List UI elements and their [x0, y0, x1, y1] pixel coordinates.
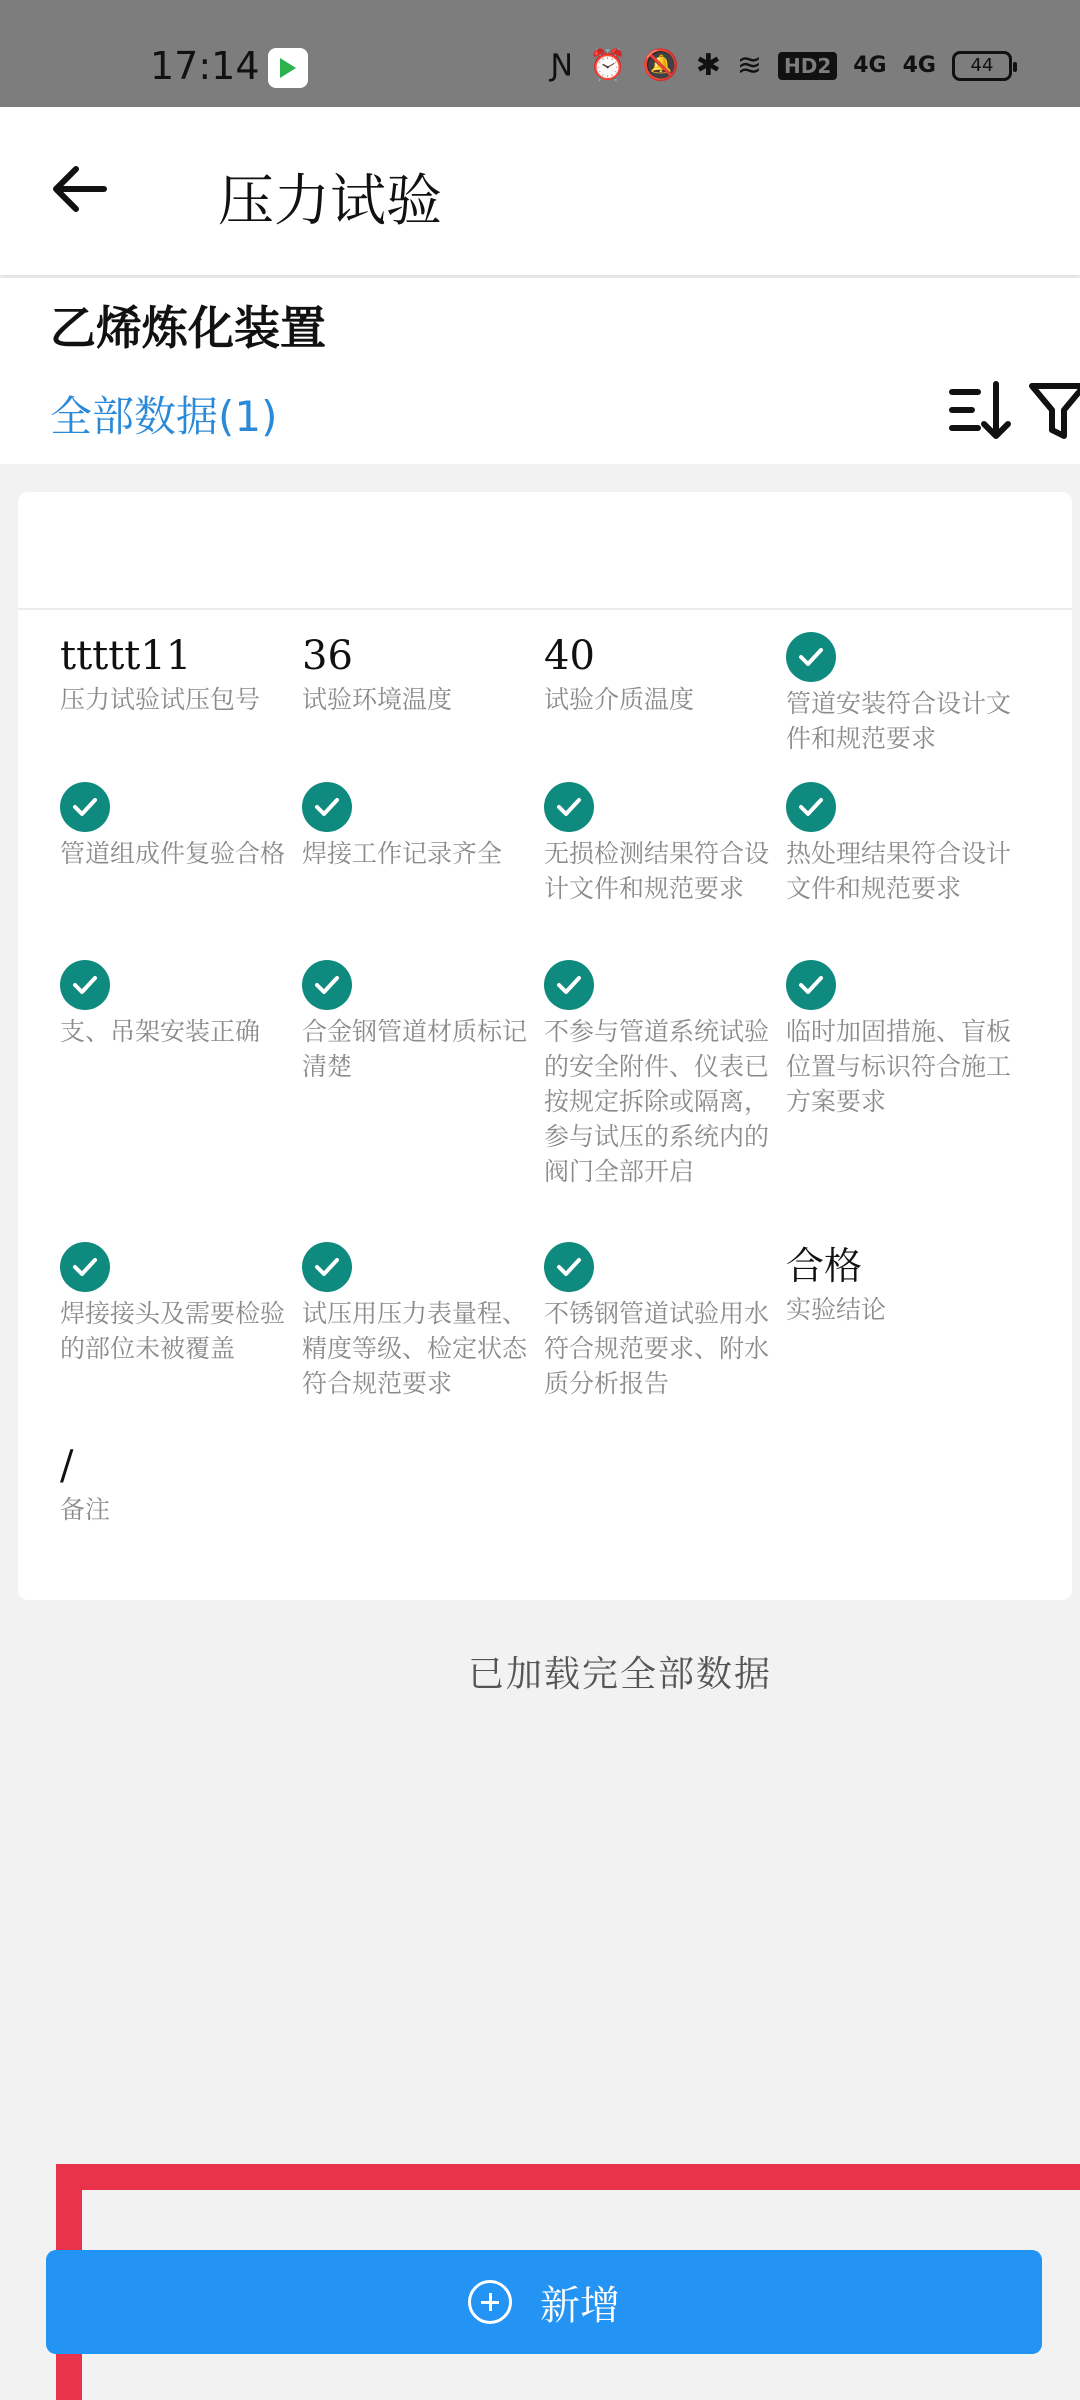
filter-button[interactable]	[1028, 378, 1080, 444]
field-label: 焊接接头及需要检验的部位未被覆盖	[60, 1299, 286, 1363]
record-field	[302, 782, 538, 871]
video-app-icon	[268, 48, 308, 88]
project-title: 乙烯炼化装置	[50, 301, 326, 355]
check-circle-icon	[302, 960, 352, 1010]
record-field	[786, 632, 1022, 756]
add-button[interactable]	[46, 2250, 1042, 2354]
field-label: 试验环境温度	[302, 685, 453, 714]
check-circle-icon	[60, 960, 110, 1010]
record-field	[60, 1442, 296, 1527]
record-field	[60, 960, 296, 1049]
loaded-all-text: 已加载完全部数据	[467, 1654, 772, 1695]
check-circle-icon	[60, 1242, 110, 1292]
check-circle-icon	[786, 960, 836, 1010]
check-circle-icon	[786, 782, 836, 832]
record-field	[60, 1242, 296, 1366]
check-circle-icon	[544, 960, 594, 1010]
record-field	[544, 960, 780, 1189]
tab-all-data[interactable]: 全部数据(1)	[50, 392, 278, 441]
nfc-icon: Ɲ	[550, 48, 573, 83]
record-field	[60, 782, 296, 871]
field-value: /	[60, 1443, 74, 1489]
field-label: 实验结论	[786, 1295, 887, 1324]
page-title: 压力试验	[218, 169, 442, 234]
record-field	[302, 1242, 538, 1401]
wifi-icon: ≋	[736, 48, 762, 83]
app-bar	[0, 107, 1080, 275]
add-circle-icon	[468, 2280, 512, 2324]
sort-button[interactable]	[948, 378, 1014, 444]
record-card[interactable]	[18, 492, 1072, 1600]
battery-icon: 44	[952, 51, 1012, 81]
field-label: 支、吊架安装正确	[60, 1017, 261, 1046]
field-value: 合格	[786, 1244, 863, 1288]
record-field	[786, 1242, 1022, 1327]
mute-icon: 🔕	[642, 48, 680, 83]
alarm-icon: ⏰	[588, 48, 627, 83]
status-time: 17:14	[150, 44, 260, 88]
record-field	[302, 632, 538, 717]
status-bar	[0, 0, 1080, 107]
hd-voice-icon: HD2	[778, 52, 837, 80]
status-icons	[551, 48, 1012, 83]
field-value: ttttt11	[60, 633, 192, 679]
check-circle-icon	[302, 782, 352, 832]
record-field	[302, 960, 538, 1084]
record-field	[544, 782, 780, 906]
signal-icon-2: 4G	[902, 53, 936, 78]
field-label: 热处理结果符合设计文件和规范要求	[786, 839, 1012, 903]
add-button-label: 新增	[540, 2282, 620, 2329]
field-label: 试压用压力表量程、精度等级、检定状态符合规范要求	[302, 1299, 528, 1398]
record-field	[60, 632, 296, 717]
field-value: 40	[544, 633, 595, 679]
record-field	[786, 960, 1022, 1119]
bluetooth-icon: ✱	[695, 48, 721, 83]
record-field	[786, 782, 1022, 906]
field-label: 焊接工作记录齐全	[302, 839, 503, 868]
field-value: 36	[302, 633, 353, 679]
field-label: 不参与管道系统试验的安全附件、仪表已按规定拆除或隔离，参与试压的系统内的阀门全部开启	[544, 1017, 770, 1186]
field-label: 试验介质温度	[544, 685, 695, 714]
field-label: 合金钢管道材质标记清楚	[302, 1017, 528, 1081]
field-label: 管道组成件复验合格	[60, 839, 286, 868]
record-field	[544, 1242, 780, 1401]
record-field	[544, 632, 780, 717]
check-circle-icon	[544, 782, 594, 832]
signal-icon-1: 4G	[853, 53, 887, 78]
back-button[interactable]	[48, 157, 112, 221]
filter-icon	[1028, 378, 1080, 444]
check-circle-icon	[302, 1242, 352, 1292]
field-label: 备注	[60, 1495, 111, 1524]
sub-header	[0, 278, 1080, 464]
check-circle-icon	[544, 1242, 594, 1292]
sort-icon	[948, 378, 1014, 444]
field-label: 管道安装符合设计文件和规范要求	[786, 689, 1012, 753]
field-label: 无损检测结果符合设计文件和规范要求	[544, 839, 770, 903]
card-header	[18, 492, 1072, 610]
check-circle-icon	[786, 632, 836, 682]
field-label: 不锈钢管道试验用水符合规范要求、附水质分析报告	[544, 1299, 770, 1398]
back-arrow-icon	[48, 157, 112, 221]
field-label: 临时加固措施、盲板位置与标识符合施工方案要求	[786, 1017, 1012, 1116]
check-circle-icon	[60, 782, 110, 832]
field-label: 压力试验试压包号	[60, 685, 261, 714]
